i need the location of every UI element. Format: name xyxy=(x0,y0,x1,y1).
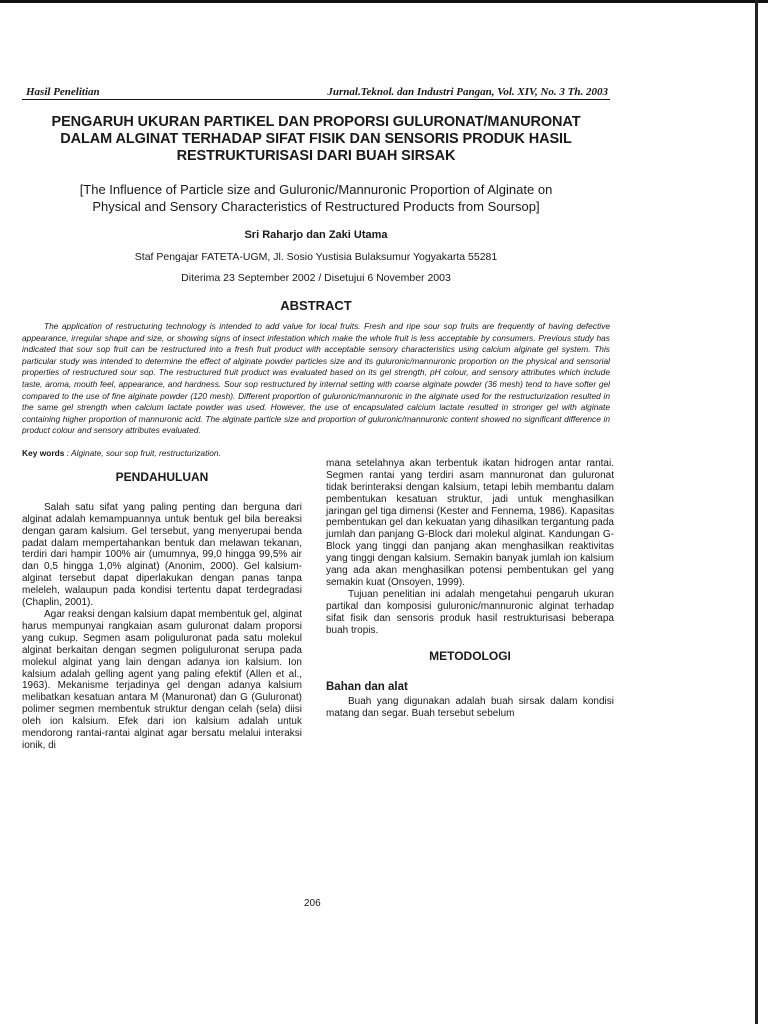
bahan-alat-subheading: Bahan dan alat xyxy=(326,681,408,694)
paper-title xyxy=(22,114,610,165)
header-journal-info: Jurnal.Teknol. dan Industri Pangan, Vol. XIV, No. 3 Th. 2003 xyxy=(327,86,608,98)
right-column xyxy=(326,458,614,752)
page-right-border xyxy=(755,0,758,1024)
title-line-3: RESTRUKTURISASI DARI BUAH SIRSAK xyxy=(176,148,456,164)
page-top-border xyxy=(0,0,768,3)
metodologi-heading: METODOLOGI xyxy=(429,648,511,663)
body-columns xyxy=(22,457,614,752)
affiliation: Staf Pengajar FATETA-UGM, Jl. Sosio Yustisia Bulaksumur Yogyakarta 55281 xyxy=(134,251,498,263)
title-line-2: DALAM ALGINAT TERHADAP SIFAT FISIK DAN SENSORIS PRODUK HASIL xyxy=(60,131,572,147)
pendahuluan-paragraph-1: Salah satu sifat yang paling penting dan berguna dari alginat adalah kemampuannya untuk bentuk gel bila bereaksi dengan garam kalsium. Gel tersebut, yang menyerupai benda padat dalam mempertahankan bentuk dan melawan tekanan, terdiri dari hampir 100% air (umumnya, 99,0 hingga 99,5% air dan 0,5 hingga 1,0% alginat) (Anonim, 2000). Gel kalsium-alginat tersebut dapat diperlakukan dengan panas tanpa meleleh, walaupun pada kondisi tertentu dapat terdegradasi (Chaplin, 2001). xyxy=(22,501,302,609)
bahan-alat-paragraph: Buah yang digunakan adalah buah sirsak dalam kondisi matang dan segar. Buah tersebut sebelum xyxy=(326,696,614,720)
english-title xyxy=(22,181,610,215)
keywords-text: : Alginate, sour sop fruit, restructurization. xyxy=(64,447,221,458)
keywords xyxy=(22,448,610,458)
running-header xyxy=(22,86,610,100)
authors: Sri Raharjo dan Zaki Utama xyxy=(244,229,388,241)
left-column xyxy=(22,468,302,752)
header-section-label: Hasil Penelitian xyxy=(26,86,100,98)
title-line-1: PENGARUH UKURAN PARTIKEL DAN PROPORSI GULURONAT/MANURONAT xyxy=(51,114,581,130)
english-title-line-2: Physical and Sensory Characteristics of Restructured Products from Soursop] xyxy=(92,199,540,214)
page-number: 206 xyxy=(304,898,321,909)
paper-page xyxy=(22,86,614,752)
keywords-label: Key words xyxy=(22,447,65,458)
abstract-heading: ABSTRACT xyxy=(280,298,352,313)
pendahuluan-heading: PENDAHULUAN xyxy=(115,469,209,484)
objective-paragraph: Tujuan penelitian ini adalah mengetahui pengaruh ukuran partikal dan komposisi guluronic/mannuronic alginat terhadap sifat fisik dan sensoris produk hasil restrukturisasi beberapa buah tropis. xyxy=(326,588,614,636)
english-title-line-1: [The Influence of Particle size and Guluronic/Mannuronic Proportion of Alginate on xyxy=(79,182,553,197)
received-accepted-dates: Diterima 23 September 2002 / Disetujui 6 November 2003 xyxy=(181,272,451,284)
pendahuluan-paragraph-2: Agar reaksi dengan kalsium dapat membentuk gel, alginat harus mempunyai rangkaian asam guluronat dalam proporsi yang cukup. Segmen asam poliguluronat pada satu molekul alginat berkaitan dengan segmen poliguluronat serupa pada molekul alginat yang lain dengan adanya ion kalsium. Ion kalsium adalah gelling agent yang paling efektif (Allen et al., 1963). Mekanisme terjadinya gel dengan adanya kalsium melibatkan kesatuan antara M (Manuronat) dan G (Guluronat) polimer segmen membentuk struktur dengan celah (sela) diisi oleh ion kalsium. Efek dari ion kalsium adalah untuk mendorong rantai-rantai alginat agar bersatu melalui interaksi ionik, di xyxy=(22,609,302,751)
continued-paragraph: mana setelahnya akan terbentuk ikatan hidrogen antar rantai. Segmen rantai yang terdiri asam mannuronat dan guluronat tidak berinteraksi dengan kalsium, tetapi lebih membantu dalam pembentukan kesatuan struktur, jadi untuk menghasilkan jaringan gel tiga dimensi (Kester and Fennema, 1986). Kapasitas pembentukan gel dan kekuatan yang dihasilkan tergantung pada jumlah dan panjang G-Block dari molekul alginat. Kandungan G-Block yang tinggi dan panjang akan menghasilkan reaktivitas yang tinggi dengan kalsium. Semakin banyak jumlah ion kalsium yang ada akan menghasilkan potensi pembentukan gel yang semakin kuat (Onsoyen, 1999). xyxy=(326,457,614,588)
abstract-text: The application of restructuring technology is intended to add value for local fruits. Fresh and ripe sour sop fruits are frequently of having defective appearance, irregular shape and size, or showing signs of insect infestation which make the whole fruit is less acceptable by consumers. Previous study has indicated that sour sop fruit can be restructured into a fresh fruit product with acceptable sensory characteristics using calcium alginate gel system. This particular study was intended to determine the effect of alginate powder particles size and its guluronic/mannuronic proportion on the physical and sensorial properties of restructured sour sop. The restructured fruit product was evaluated based on its gel strength, pH colour, and sensory attributes which include taste, aroma, mouth feel, appearance, and hardness. Sour sop restructured by internal setting with coarse alginate powder (36 mesh) tend to have softer gel compared to the use of fine alginate powder (120 mesh). Different proportion of guluronic/mannuronic in the alginate used for the restructurization resulted in the same gel strength when calcium lactate powder was used. However, the use of encapsulated calcium lactate resulted in stronger gel with alginate containing higher proportion of mannuronic acid. The alginate particle size and proportion of guluronic/mannuronic content showed no significant difference in product colour and sensory attributes evaluated. xyxy=(22,321,610,436)
